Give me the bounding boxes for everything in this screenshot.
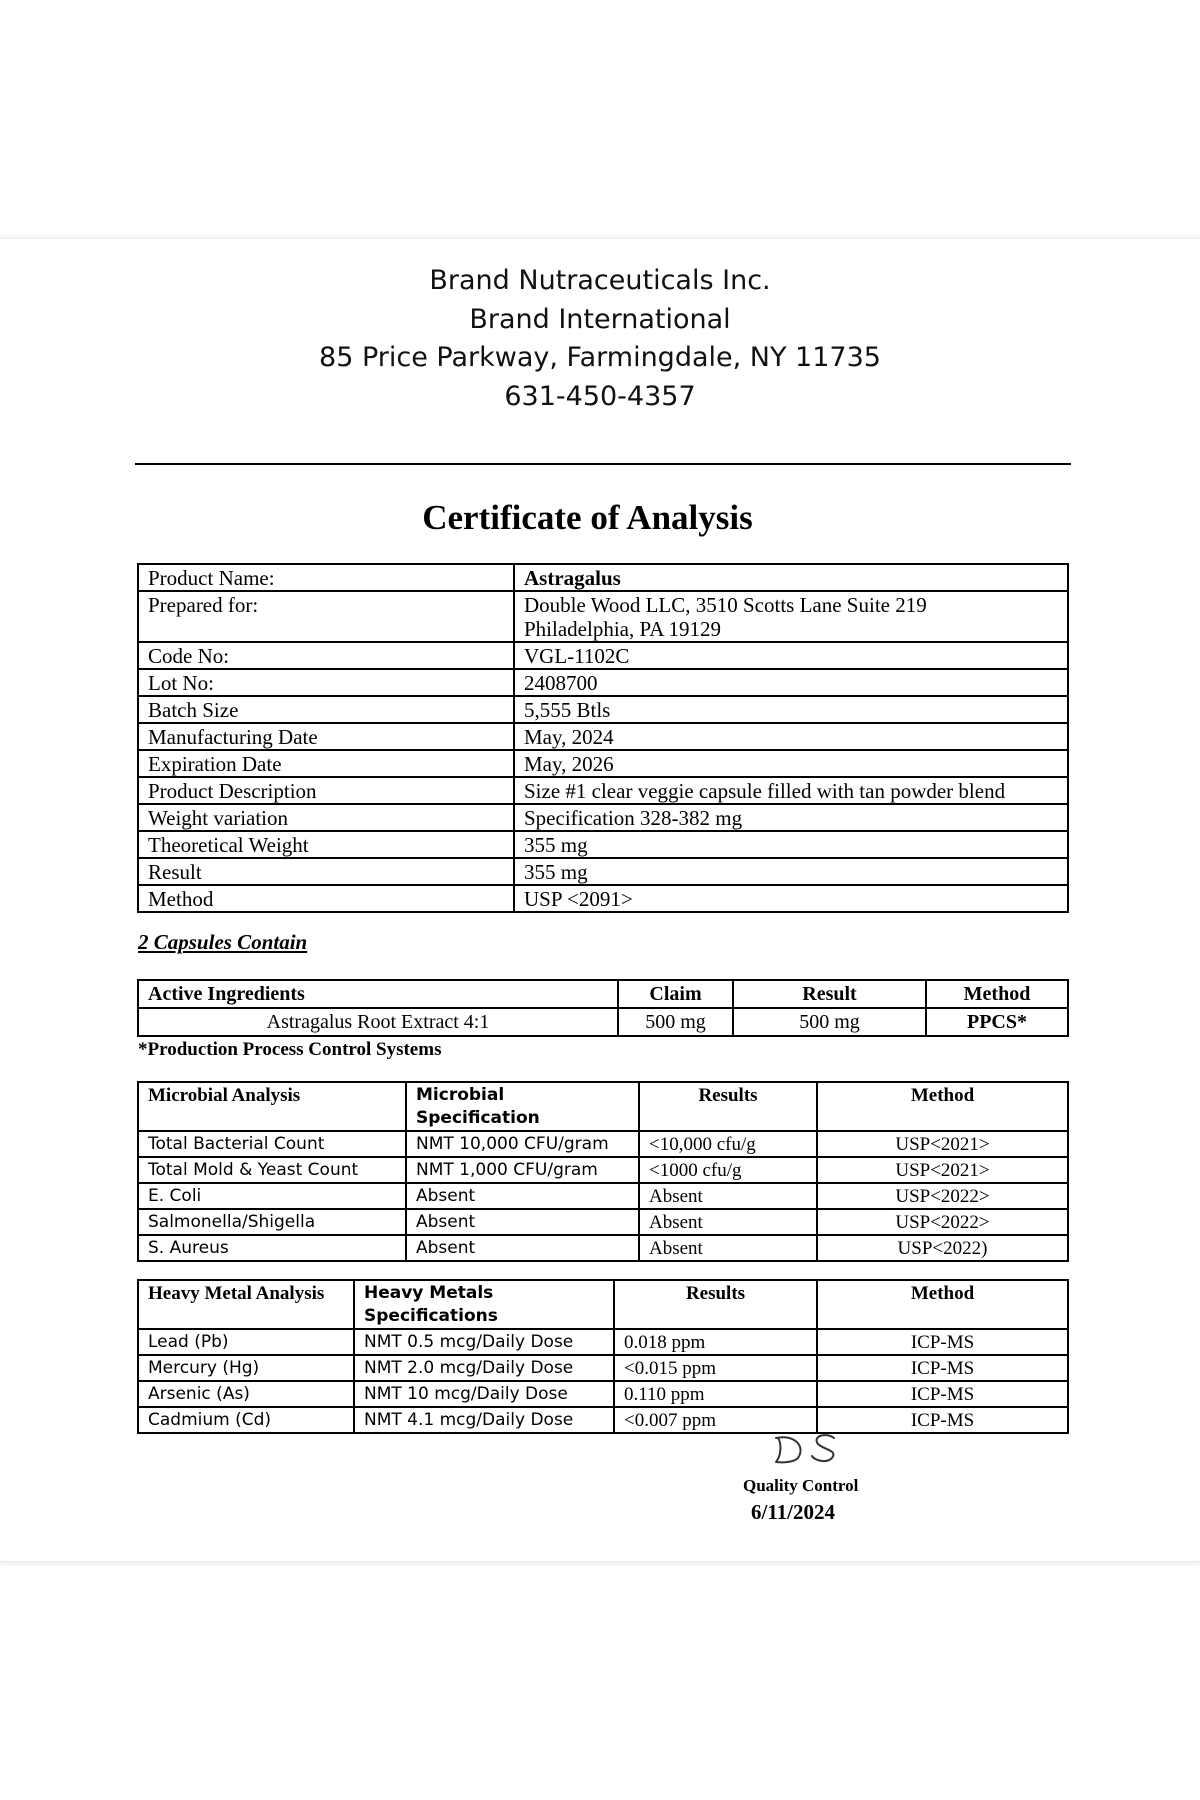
table-cell: Mercury (Hg) — [138, 1355, 354, 1381]
heavy-metal-analysis-table — [137, 1279, 1069, 1434]
table-row — [138, 750, 1068, 777]
product-field-value-line: 355 mg — [524, 833, 588, 857]
table-cell: <10,000 cfu/g — [639, 1131, 817, 1157]
column-header: Microbial Specification — [406, 1082, 639, 1131]
footnote: *Production Process Control Systems — [138, 1039, 442, 1060]
table-cell: ICP-MS — [817, 1381, 1068, 1407]
table-cell: NMT 10 mcg/Daily Dose — [354, 1381, 614, 1407]
company-name: Brand Nutraceuticals Inc. — [429, 265, 771, 296]
table-cell: <1000 cfu/g — [639, 1157, 817, 1183]
product-field-label: Weight variation — [138, 804, 514, 831]
table-cell: Absent — [639, 1183, 817, 1209]
table-row — [138, 1329, 1068, 1355]
table-cell: 0.110 ppm — [614, 1381, 817, 1407]
company-address: 85 Price Parkway, Farmingdale, NY 11735 — [319, 342, 881, 373]
table-row — [138, 1381, 1068, 1407]
product-field-label: Batch Size — [138, 696, 514, 723]
table-cell: Absent — [406, 1209, 639, 1235]
product-field-value-line: May, 2026 — [524, 752, 614, 776]
signature-image — [772, 1426, 862, 1470]
table-row — [138, 858, 1068, 885]
table-cell: Cadmium (Cd) — [138, 1407, 354, 1433]
table-row — [138, 831, 1068, 858]
product-field-value — [514, 858, 1068, 885]
table-cell: <0.015 ppm — [614, 1355, 817, 1381]
table-cell: 0.018 ppm — [614, 1329, 817, 1355]
table-cell: Astragalus Root Extract 4:1 — [138, 1008, 618, 1036]
column-header: Results — [614, 1280, 817, 1329]
product-field-value-line: Philadelphia, PA 19129 — [524, 617, 721, 641]
product-field-value — [514, 591, 1068, 642]
product-field-value — [514, 642, 1068, 669]
column-header: Active Ingredients — [138, 980, 618, 1008]
column-header: Method — [926, 980, 1068, 1008]
table-cell: USP<2021> — [817, 1157, 1068, 1183]
table-cell: 500 mg — [618, 1008, 733, 1036]
column-header: Microbial Analysis — [138, 1082, 406, 1131]
column-header: Results — [639, 1082, 817, 1131]
table-cell: Absent — [639, 1209, 817, 1235]
table-cell: USP<2022> — [817, 1183, 1068, 1209]
product-field-label: Prepared for: — [138, 591, 514, 642]
table-row — [138, 669, 1068, 696]
column-header: Heavy Metals Specifications — [354, 1280, 614, 1329]
certificate-title: Certificate of Analysis — [422, 498, 753, 537]
product-field-value — [514, 564, 1068, 591]
company-phone: 631-450-4357 — [504, 381, 696, 412]
company-division: Brand International — [469, 304, 731, 335]
table-row — [138, 1407, 1068, 1433]
table-row — [138, 1209, 1068, 1235]
microbial-analysis-table — [137, 1081, 1069, 1262]
table-row — [138, 1008, 1068, 1036]
column-header: Result — [733, 980, 926, 1008]
product-field-label: Expiration Date — [138, 750, 514, 777]
product-field-value — [514, 723, 1068, 750]
product-field-label: Result — [138, 858, 514, 885]
product-field-value-line: VGL-1102C — [524, 644, 630, 668]
table-cell: 500 mg — [733, 1008, 926, 1036]
product-field-value-line: Astragalus — [524, 566, 621, 590]
table-cell: Salmonella/Shigella — [138, 1209, 406, 1235]
table-row — [138, 1235, 1068, 1261]
table-row — [138, 777, 1068, 804]
product-field-value-line: Specification 328-382 mg — [524, 806, 743, 830]
table-cell: Lead (Pb) — [138, 1329, 354, 1355]
table-row — [138, 1131, 1068, 1157]
column-header: Method — [817, 1280, 1068, 1329]
column-header: Heavy Metal Analysis — [138, 1280, 354, 1329]
product-field-value — [514, 885, 1068, 912]
table-row — [138, 723, 1068, 750]
header-divider — [135, 463, 1071, 465]
product-field-label: Lot No: — [138, 669, 514, 696]
capsules-heading: 2 Capsules Contain — [138, 930, 308, 954]
table-cell: NMT 1,000 CFU/gram — [406, 1157, 639, 1183]
table-cell: <0.007 ppm — [614, 1407, 817, 1433]
table-cell: ICP-MS — [817, 1355, 1068, 1381]
table-row — [138, 885, 1068, 912]
product-field-value-line: 2408700 — [524, 671, 598, 695]
table-row — [138, 1355, 1068, 1381]
product-info-table — [137, 563, 1069, 913]
product-field-value — [514, 669, 1068, 696]
table-cell: PPCS* — [926, 1008, 1068, 1036]
product-field-value-line: May, 2024 — [524, 725, 614, 749]
table-cell: E. Coli — [138, 1183, 406, 1209]
table-row — [138, 564, 1068, 591]
table-cell: NMT 4.1 mcg/Daily Dose — [354, 1407, 614, 1433]
table-cell: USP<2022) — [817, 1235, 1068, 1261]
product-field-label: Code No: — [138, 642, 514, 669]
product-field-value — [514, 696, 1068, 723]
table-row — [138, 804, 1068, 831]
table-cell: NMT 0.5 mcg/Daily Dose — [354, 1329, 614, 1355]
product-field-label: Manufacturing Date — [138, 723, 514, 750]
table-cell: USP<2022> — [817, 1209, 1068, 1235]
table-cell: Total Mold & Yeast Count — [138, 1157, 406, 1183]
product-field-value-line: 355 mg — [524, 860, 588, 884]
table-cell: ICP-MS — [817, 1329, 1068, 1355]
table-row — [138, 1183, 1068, 1209]
product-field-label: Method — [138, 885, 514, 912]
table-cell: ICP-MS — [817, 1407, 1068, 1433]
quality-control-label: Quality Control — [743, 1476, 859, 1495]
table-cell: NMT 10,000 CFU/gram — [406, 1131, 639, 1157]
product-field-value — [514, 804, 1068, 831]
product-field-value — [514, 750, 1068, 777]
product-field-value-line: 5,555 Btls — [524, 698, 611, 722]
active-ingredients-table — [137, 979, 1069, 1037]
column-header: Method — [817, 1082, 1068, 1131]
product-field-label: Theoretical Weight — [138, 831, 514, 858]
product-field-value-line: USP <2091> — [524, 887, 633, 911]
product-field-value — [514, 777, 1068, 804]
table-cell: USP<2021> — [817, 1131, 1068, 1157]
product-field-label: Product Description — [138, 777, 514, 804]
table-cell: Absent — [406, 1235, 639, 1261]
table-cell: Arsenic (As) — [138, 1381, 354, 1407]
table-row — [138, 591, 1068, 642]
table-cell: Absent — [406, 1183, 639, 1209]
table-cell: Absent — [639, 1235, 817, 1261]
product-field-value-line: Size #1 clear veggie capsule filled with tan powder blend — [524, 779, 1006, 803]
table-row — [138, 642, 1068, 669]
table-row — [138, 696, 1068, 723]
product-field-value — [514, 831, 1068, 858]
table-cell: S. Aureus — [138, 1235, 406, 1261]
product-field-label: Product Name: — [138, 564, 514, 591]
column-header: Claim — [618, 980, 733, 1008]
table-row — [138, 1157, 1068, 1183]
table-cell: Total Bacterial Count — [138, 1131, 406, 1157]
table-cell: NMT 2.0 mcg/Daily Dose — [354, 1355, 614, 1381]
quality-control-date: 6/11/2024 — [751, 1500, 836, 1524]
product-field-value-line: Double Wood LLC, 3510 Scotts Lane Suite 219 — [524, 593, 927, 617]
